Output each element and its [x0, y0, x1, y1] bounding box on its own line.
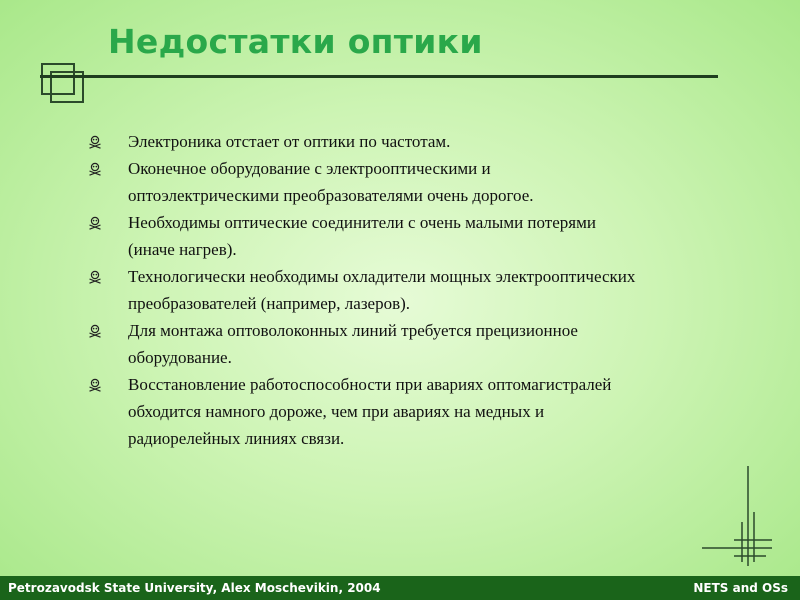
bullet-item [88, 263, 748, 317]
footer-course: NETS and OSs [693, 581, 788, 595]
bullet-text: Электроника отстает от оптики по частотам. [128, 132, 451, 151]
bullet-text: Необходимы оптические соединители с очень малыми потерями (иначе нагрев). [128, 213, 596, 259]
skull-crossbones-icon [88, 317, 128, 344]
bullet-text: Оконечное оборудование с электрооптическими и оптоэлектрическими преобразователями очень дорогое. [128, 159, 534, 205]
bullet-item [88, 155, 748, 209]
skull-crossbones-icon [88, 128, 128, 155]
skull-crossbones-icon [88, 371, 128, 398]
skull-crossbones-icon [88, 155, 128, 182]
bullet-item [88, 371, 748, 452]
bullet-list [88, 128, 748, 452]
corner-lines-decoration [698, 462, 798, 572]
skull-crossbones-icon [88, 263, 128, 290]
overlapping-squares-decoration [40, 62, 90, 108]
bullet-text: Технологически необходимы охладители мощных электрооптических преобразователей (например, лазеров). [128, 267, 636, 313]
bullet-item [88, 209, 748, 263]
footer-author: Petrozavodsk State University, Alex Moschevikin, 2004 [8, 581, 381, 595]
title-underline [40, 75, 718, 78]
slide-title: Недостатки оптики [108, 22, 483, 61]
bullet-item [88, 317, 748, 371]
bullet-text: Восстановление работоспособности при авариях оптомагистралей обходится намного дороже, чем при авариях на медных и радиорелейных линиях связи. [128, 375, 612, 448]
footer-bar [0, 576, 800, 600]
bullet-text: Для монтажа оптоволоконных линий требуется прецизионное оборудование. [128, 321, 578, 367]
bullet-item [88, 128, 748, 155]
skull-crossbones-icon [88, 209, 128, 236]
